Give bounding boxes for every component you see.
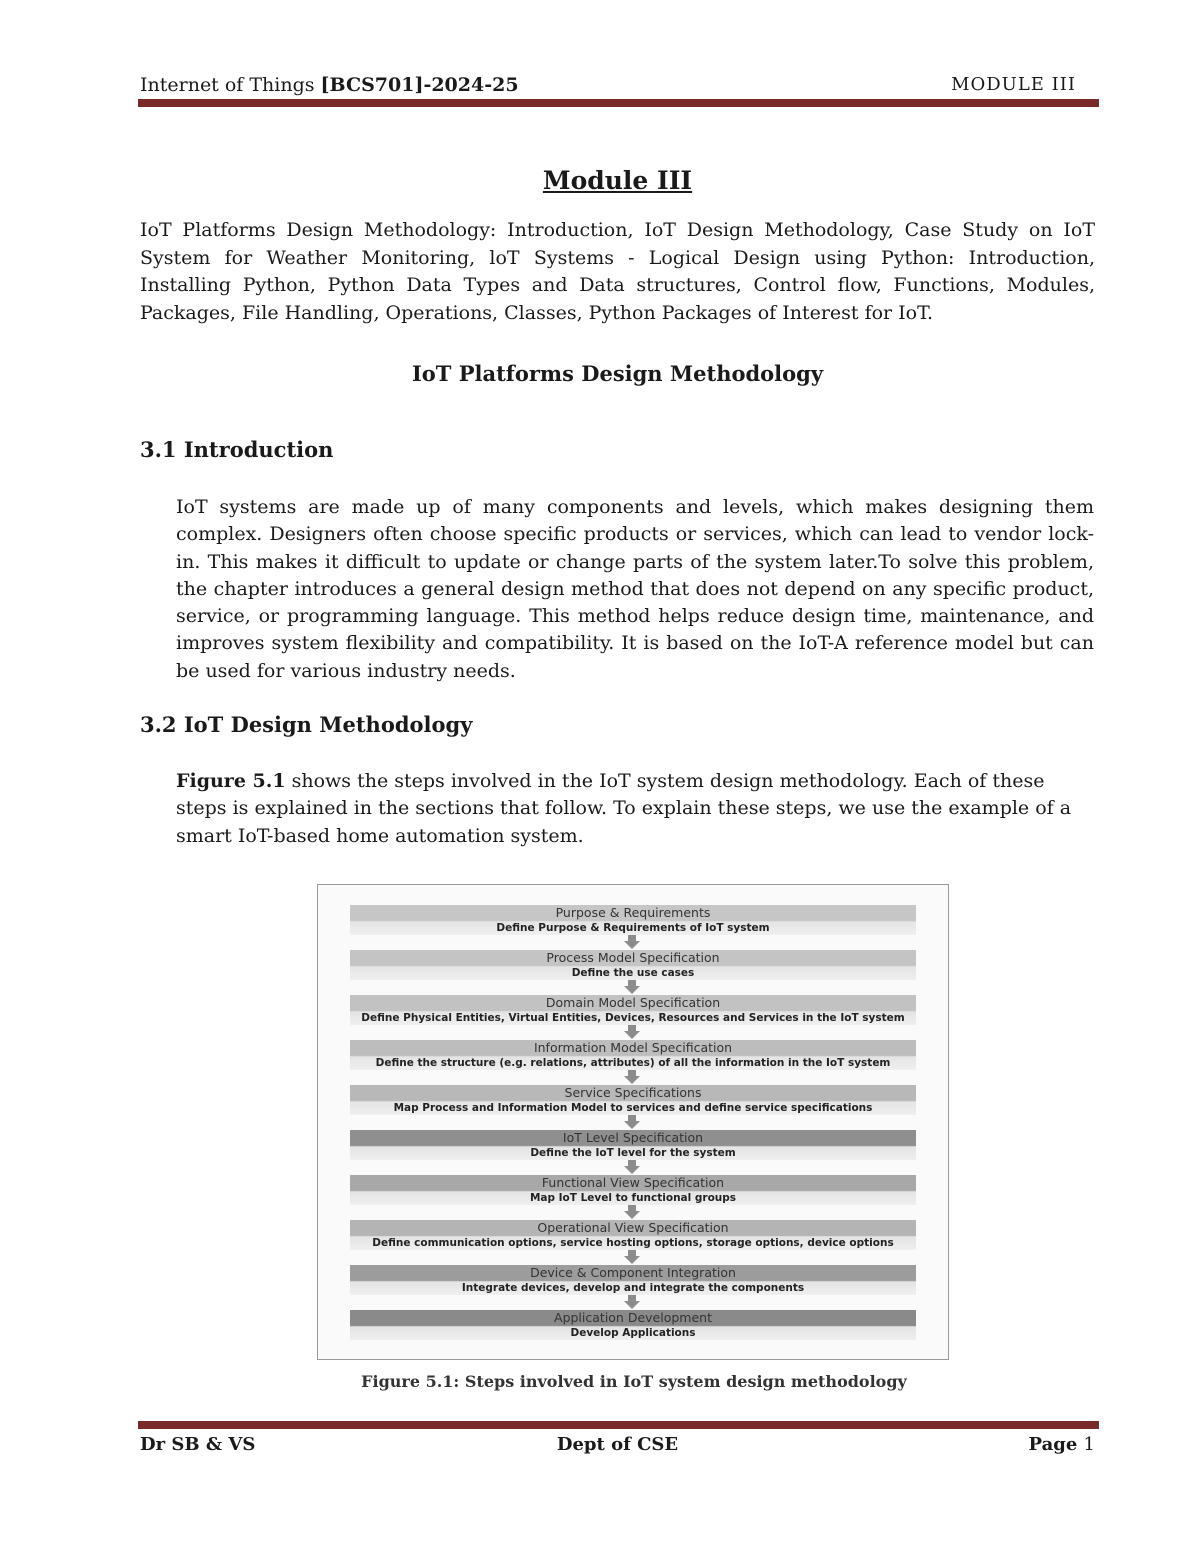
step-description: Define the structure (e.g. relations, attributes) of all the information in the IoT system	[375, 1057, 891, 1069]
step-title: Application Development	[554, 1310, 712, 1325]
heading-design-methodology: 3.2 IoT Design Methodology	[140, 712, 473, 737]
step-description: Define communication options, service hosting options, storage options, device options	[372, 1237, 894, 1249]
step-description: Map IoT Level to functional groups	[529, 1192, 737, 1204]
design-methodology-text: shows the steps involved in the IoT system design methodology. Each of these steps is explained in the sections that follow. To explain these steps, we use the example of a smart IoT-based home automation system.	[176, 770, 1072, 847]
step-description: Define the IoT level for the system	[530, 1147, 736, 1159]
step-title: Device & Component Integration	[530, 1265, 736, 1280]
footer-authors: Dr SB & VS	[140, 1434, 256, 1455]
header-course	[140, 74, 519, 96]
down-arrow-icon	[624, 1250, 640, 1264]
step-title: IoT Level Specification	[562, 1130, 704, 1145]
down-arrow-icon	[624, 1205, 640, 1219]
header-module: MODULE III	[951, 74, 1076, 95]
down-arrow-icon	[624, 1160, 640, 1174]
figure-reference: Figure 5.1	[176, 770, 286, 792]
section-title: IoT Platforms Design Methodology	[411, 361, 824, 386]
step-description: Develop Applications	[570, 1327, 696, 1339]
footer-department: Dept of CSE	[556, 1434, 679, 1455]
footer-page-label: Page	[1028, 1434, 1084, 1455]
header-course-name: Internet of Things	[140, 74, 321, 96]
methodology-step	[350, 950, 916, 980]
step-title: Domain Model Specification	[545, 995, 721, 1010]
down-arrow-icon	[624, 1025, 640, 1039]
methodology-step	[350, 1085, 916, 1115]
step-title: Operational View Specification	[537, 1220, 729, 1235]
step-title: Information Model Specification	[533, 1040, 733, 1055]
footer-rule	[138, 1421, 1099, 1429]
step-title: Process Model Specification	[546, 950, 720, 965]
page-footer	[140, 1434, 1095, 1460]
footer-page-number: 1	[1083, 1434, 1095, 1455]
step-title: Service Specifications	[564, 1085, 702, 1100]
step-description: Integrate devices, develop and integrate the components	[461, 1282, 805, 1294]
step-title: Purpose & Requirements	[555, 905, 711, 920]
methodology-step	[350, 1040, 916, 1070]
methodology-figure	[317, 884, 949, 1360]
down-arrow-icon	[624, 1295, 640, 1309]
methodology-step	[350, 905, 916, 935]
page-header	[140, 74, 1098, 100]
introduction-paragraph: IoT systems are made up of many components and levels, which makes designing them complex. Designers often choose specific products or services, which can lead to vendor lock-in. This makes it difficult to update or change parts of the system later.To solve this problem, the chapter introduces a general design method that does not depend on any specific product, service, or programming language. This method helps reduce design time, maintenance, and improves system flexibility and compatibility. It is based on the IoT-A reference model but can be used for various industry needs.	[176, 496, 1094, 682]
step-description: Define Physical Entities, Virtual Entities, Devices, Resources and Services in the IoT system	[361, 1012, 905, 1024]
figure-caption: Figure 5.1: Steps involved in IoT system design methodology	[361, 1372, 907, 1391]
footer-page	[1029, 1434, 1095, 1455]
step-description: Define the use cases	[571, 967, 695, 979]
methodology-step	[350, 1175, 916, 1205]
down-arrow-icon	[624, 935, 640, 949]
down-arrow-icon	[624, 980, 640, 994]
step-description: Define Purpose & Requirements of IoT system	[496, 922, 770, 934]
methodology-step	[350, 995, 916, 1025]
methodology-step	[350, 1220, 916, 1250]
page-title: Module III	[542, 166, 693, 195]
methodology-step	[350, 1130, 916, 1160]
methodology-step	[350, 1310, 916, 1340]
header-course-code: [BCS701]-2024-25	[320, 74, 519, 96]
heading-introduction: 3.1 Introduction	[140, 437, 334, 462]
syllabus-paragraph: IoT Platforms Design Methodology: Introduction, IoT Design Methodology, Case Study on IoT System for Weather Monitoring, loT Systems - Logical Design using Python: Introduction, Installing Python, Python Data Types and Data structures, Control flow, Functions, Modules, Packages, File Handling, Operations, Classes, Python Packages of Interest for IoT.	[140, 219, 1095, 324]
step-description: Map Process and Information Model to services and define service specifications	[393, 1102, 873, 1114]
step-title: Functional View Specification	[541, 1175, 725, 1190]
header-rule	[138, 99, 1099, 107]
design-methodology-paragraph	[176, 768, 1076, 850]
methodology-step	[350, 1265, 916, 1295]
down-arrow-icon	[624, 1115, 640, 1129]
down-arrow-icon	[624, 1070, 640, 1084]
